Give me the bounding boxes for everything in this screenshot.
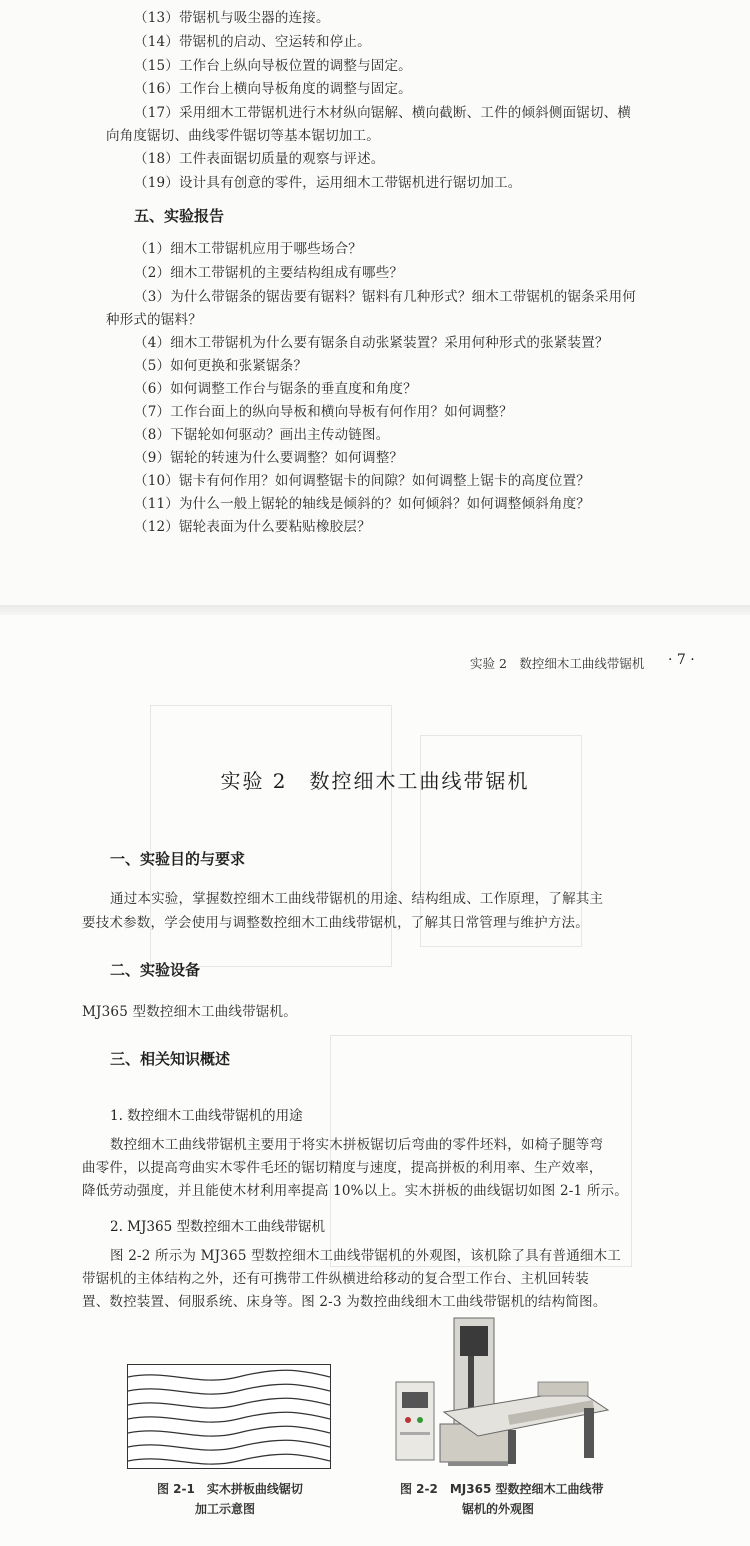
curve-lines <box>128 1365 330 1468</box>
body-line: 图 2-2 所示为 MJ365 型数控细木工曲线带锯机的外观图，该机除了具有普通细木工 <box>110 1248 622 1264</box>
body-line: 降低劳动强度，并且能使木材利用率提高 10%以上。实木拼板的曲线锯切如图 2-1 所示。 <box>82 1183 628 1199</box>
step-line: （13）带锯机与吸尘器的连接。 <box>134 10 330 26</box>
bottom-page <box>0 615 750 1546</box>
body-line: 要技术参数，学会使用与调整数控细木工曲线带锯机，了解其日常管理与维护方法。 <box>82 915 589 931</box>
body-line: 通过本实验，掌握数控细木工曲线带锯机的用途、结构组成、工作原理，了解其主 <box>110 891 604 907</box>
figure-2-2-machine-photo <box>388 1312 613 1472</box>
question-line: （10）锯卡有何作用？如何调整锯卡的间隙？如何调整上锯卡的高度位置？ <box>134 473 590 489</box>
figure-2-2-caption: 图 2-2 MJ365 型数控细木工曲线带 <box>400 1482 604 1496</box>
running-head: 实验 2 数控细木工曲线带锯机 <box>470 656 645 671</box>
page-number: · 7 · <box>668 652 695 668</box>
top-page <box>0 0 750 605</box>
body-line: 带锯机的主体结构之外，还有可携带工件纵横进给移动的复合型工作台、主机回转装 <box>82 1271 589 1287</box>
body-line: MJ365 型数控细木工曲线带锯机。 <box>82 1004 297 1020</box>
question-line: 种形式的锯料？ <box>106 312 202 328</box>
figure-2-1-caption: 加工示意图 <box>195 1502 256 1516</box>
body-line: 曲零件，以提高弯曲实木零件毛坯的锯切精度与速度，提高拼板的利用率、生产效率， <box>82 1160 603 1176</box>
section-heading: 二、实验设备 <box>110 961 201 979</box>
question-line: （4）细木工带锯机为什么要有锯条自动张紧装置？采用何种形式的张紧装置？ <box>134 335 609 351</box>
question-line: （1）细木工带锯机应用于哪些场合？ <box>134 241 362 257</box>
figure-2-2-caption: 锯机的外观图 <box>462 1502 535 1516</box>
subsection-heading: 1. 数控细木工曲线带锯机的用途 <box>110 1108 303 1124</box>
step-line: （16）工作台上横向导板角度的调整与固定。 <box>134 81 412 97</box>
band-saw-machine-icon <box>388 1312 613 1472</box>
question-line: （12）锯轮表面为什么要粘贴橡胶层？ <box>134 519 371 535</box>
body-line: 数控细木工曲线带锯机主要用于将实木拼板锯切后弯曲的零件坯料，如椅子腿等弯 <box>110 1137 604 1153</box>
question-line: （11）为什么一般上锯轮的轴线是倾斜的？如何倾斜？如何调整倾斜角度？ <box>134 496 590 512</box>
page-divider <box>0 605 750 615</box>
figure-2-1-curve-sawing-diagram <box>127 1364 331 1469</box>
section-heading: 一、实验目的与要求 <box>110 850 246 868</box>
question-line: （6）如何调整工作台与锯条的垂直度和角度？ <box>134 381 417 397</box>
question-line: （2）细木工带锯机的主要结构组成有哪些？ <box>134 265 404 281</box>
question-line: （9）锯轮的转速为什么要调整？如何调整？ <box>134 450 404 466</box>
subsection-heading: 2. MJ365 型数控细木工曲线带锯机 <box>110 1219 325 1235</box>
step-line: （15）工作台上纵向导板位置的调整与固定。 <box>134 58 412 74</box>
body-line: 置、数控装置、伺服系统、床身等。图 2-3 为数控曲线细木工曲线带锯机的结构简图。 <box>82 1294 607 1310</box>
question-line: （7）工作台面上的纵向导板和横向导板有何作用？如何调整？ <box>134 404 513 420</box>
section-heading: 三、相关知识概述 <box>110 1050 231 1068</box>
question-line: （8）下锯轮如何驱动？画出主传动链图。 <box>134 427 390 443</box>
question-line: （3）为什么带锯条的锯齿要有锯料？锯料有几种形式？细木工带锯机的锯条采用何 <box>134 289 636 305</box>
figure-2-1-caption: 图 2-1 实木拼板曲线锯切 <box>157 1482 303 1496</box>
step-line: （17）采用细木工带锯机进行木材纵向锯解、横向截断、工件的倾斜侧面锯切、横 <box>134 105 632 121</box>
chapter-title: 实验 2 数控细木工曲线带锯机 <box>220 769 530 793</box>
step-line: （18）工件表面锯切质量的观察与评述。 <box>134 151 385 167</box>
report-heading: 五、实验报告 <box>134 207 225 225</box>
step-line: 向角度锯切、曲线零件锯切等基本锯切加工。 <box>106 128 380 144</box>
step-line: （14）带锯机的启动、空运转和停止。 <box>134 34 371 50</box>
step-line: （19）设计具有创意的零件，运用细木工带锯机进行锯切加工。 <box>134 175 522 191</box>
question-line: （5）如何更换和张紧锯条？ <box>134 358 308 374</box>
